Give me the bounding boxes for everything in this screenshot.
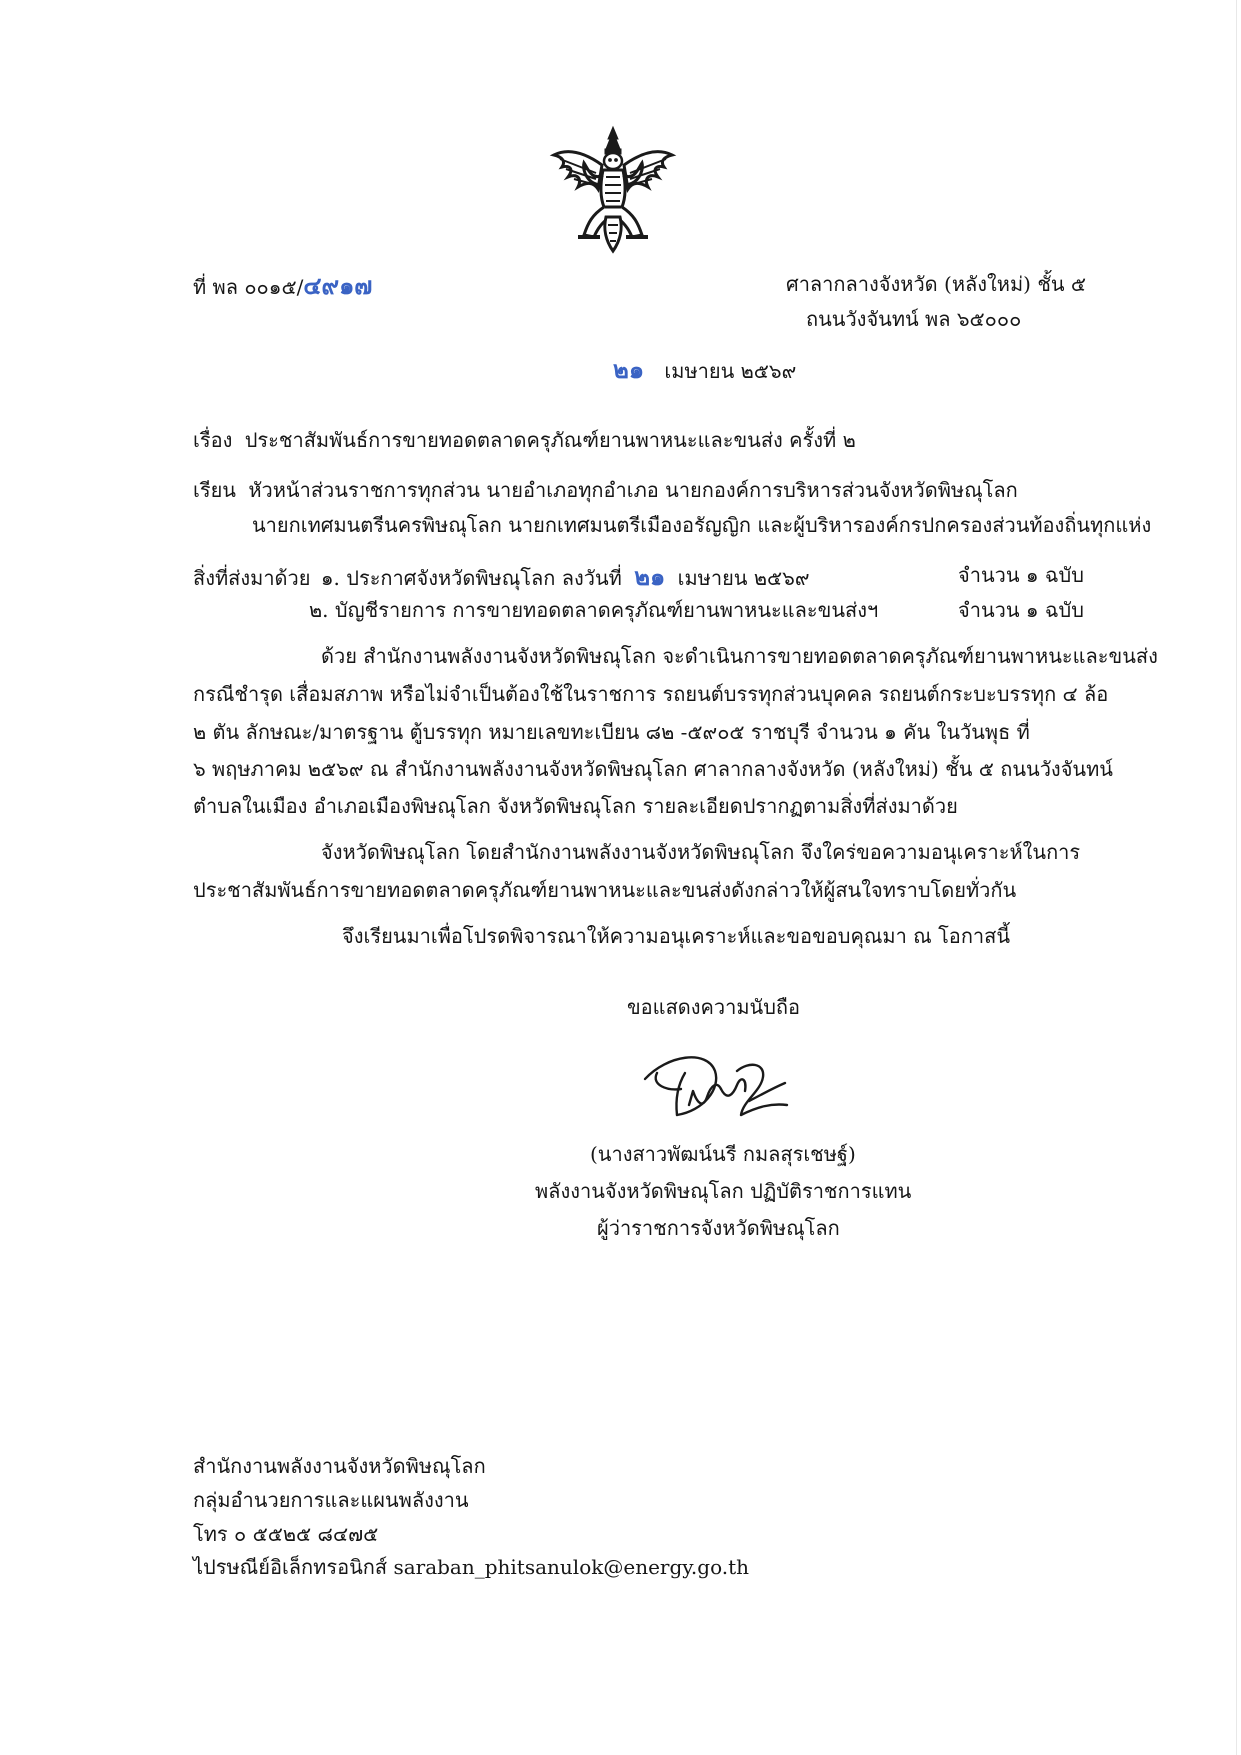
recipient-text-1: หัวหน้าส่วนราชการทุกส่วน นายอำเภอทุกอำเภอ นายกองค์การบริหารส่วนจังหวัดพิษณุโลก — [248, 478, 1018, 502]
footer-email: ไปรษณีย์อิเล็กทรอนิกส์ saraban_phitsanulok@energy.go.th — [193, 1555, 750, 1579]
signatory-position-2: ผู้ว่าราชการจังหวัดพิษณุโลก — [597, 1216, 840, 1240]
body-paragraph-1-line-1: ด้วย สำนักงานพลังงานจังหวัดพิษณุโลก จะดำเนินการขายทอดตลาดครุภัณฑ์ยานพาหนะและขนส่ง — [321, 644, 1158, 668]
enclosure-1-handwritten-day: ๒๑ — [634, 563, 666, 591]
body-paragraph-1-line-2: กรณีชำรุด เสื่อมสภาพ หรือไม่จำเป็นต้องใช้ในราชการ รถยนต์บรรทุกส่วนบุคคล รถยนต์กระบะบรรทุก ๔ ล้อ — [193, 682, 1109, 706]
garuda-emblem-icon — [548, 125, 678, 255]
enclosures-label: สิ่งที่ส่งมาด้วย — [193, 566, 311, 590]
enclosure-1-quantity: จำนวน ๑ ฉบับ — [958, 563, 1084, 587]
reference-prefix: ที่ พล ๐๐๑๕/ — [193, 275, 304, 299]
body-paragraph-1-line-4: ๖ พฤษภาคม ๒๕๖๙ ณ สำนักงานพลังงานจังหวัดพิษณุโลก ศาลากลางจังหวัด (หลังใหม่) ชั้น ๕ ถนนวังจันทน์ — [193, 757, 1113, 781]
body-paragraph-1-line-5: ตำบลในเมือง อำเภอเมืองพิษณุโลก จังหวัดพิษณุโลก รายละเอียดปรากฏตามสิ่งที่ส่งมาด้วย — [193, 794, 958, 818]
subject-label: เรื่อง — [193, 428, 233, 452]
body-paragraph-1-line-3: ๒ ตัน ลักษณะ/มาตรฐาน ตู้บรรทุก หมายเลขทะเบียน ๘๒ -๕๙๐๕ ราชบุรี จำนวน ๑ คัน ในวันพุธ ที่ — [193, 720, 1030, 744]
enclosure-1-date: เมษายน ๒๕๖๙ — [677, 566, 810, 590]
reference-number — [193, 274, 372, 298]
enclosure-2-quantity: จำนวน ๑ ฉบับ — [958, 598, 1084, 622]
enclosure-2-text: ๒. บัญชีรายการ การขายทอดตลาดครุภัณฑ์ยานพาหนะและขนส่งฯ — [309, 598, 879, 622]
sender-address-line2: ถนนวังจันทน์ พล ๖๕๐๐๐ — [806, 307, 1022, 331]
body-paragraph-2-line-1: จังหวัดพิษณุโลก โดยสำนักงานพลังงานจังหวัดพิษณุโลก จึงใคร่ขอความอนุเคราะห์ในการ — [321, 840, 1081, 864]
footer-office: สำนักงานพลังงานจังหวัดพิษณุโลก — [193, 1454, 486, 1478]
letter-date — [613, 358, 796, 382]
scan-edge — [1236, 0, 1237, 1755]
date-month-year: เมษายน ๒๕๖๙ — [664, 359, 797, 383]
subject-text: ประชาสัมพันธ์การขายทอดตลาดครุภัณฑ์ยานพาหนะและขนส่ง ครั้งที่ ๒ — [244, 428, 856, 452]
enclosure-1-text: ๑. ประกาศจังหวัดพิษณุโลก ลงวันที่ — [320, 566, 622, 590]
signatory-name: (นางสาวพัฒน์นรี กมลสุรเชษฐ์) — [590, 1142, 856, 1166]
sender-address-line1: ศาลากลางจังหวัด (หลังใหม่) ชั้น ๕ — [786, 272, 1087, 296]
signature-icon — [637, 1045, 817, 1135]
recipient-label: เรียน — [193, 478, 236, 502]
subject-line — [193, 430, 856, 450]
body-paragraph-2-line-2: ประชาสัมพันธ์การขายทอดตลาดครุภัณฑ์ยานพาหนะและขนส่งดังกล่าวให้ผู้สนใจทราบโดยทั่วกัน — [193, 878, 1017, 902]
recipient-text-2: นายกเทศมนตรีนครพิษณุโลก นายกเทศมนตรีเมืองอรัญญิก และผู้บริหารองค์กรปกครองส่วนท้องถิ่นทุกแห่ง — [252, 513, 1152, 537]
footer-group: กลุ่มอำนวยการและแผนพลังงาน — [193, 1488, 469, 1512]
closing-salutation: ขอแสดงความนับถือ — [627, 995, 801, 1019]
signatory-position-1: พลังงานจังหวัดพิษณุโลก ปฏิบัติราชการแทน — [535, 1179, 912, 1203]
recipient-line1 — [193, 480, 1018, 500]
date-handwritten-day: ๒๑ — [613, 356, 645, 384]
body-paragraph-3: จึงเรียนมาเพื่อโปรดพิจารณาให้ความอนุเคราะห์และขอขอบคุณมา ณ โอกาสนี้ — [342, 924, 1011, 948]
reference-handwritten-number: ๔๙๑๗ — [303, 272, 373, 300]
footer-phone: โทร ๐ ๕๕๒๕ ๘๔๗๕ — [193, 1522, 379, 1546]
enclosure-item-1 — [193, 565, 810, 589]
